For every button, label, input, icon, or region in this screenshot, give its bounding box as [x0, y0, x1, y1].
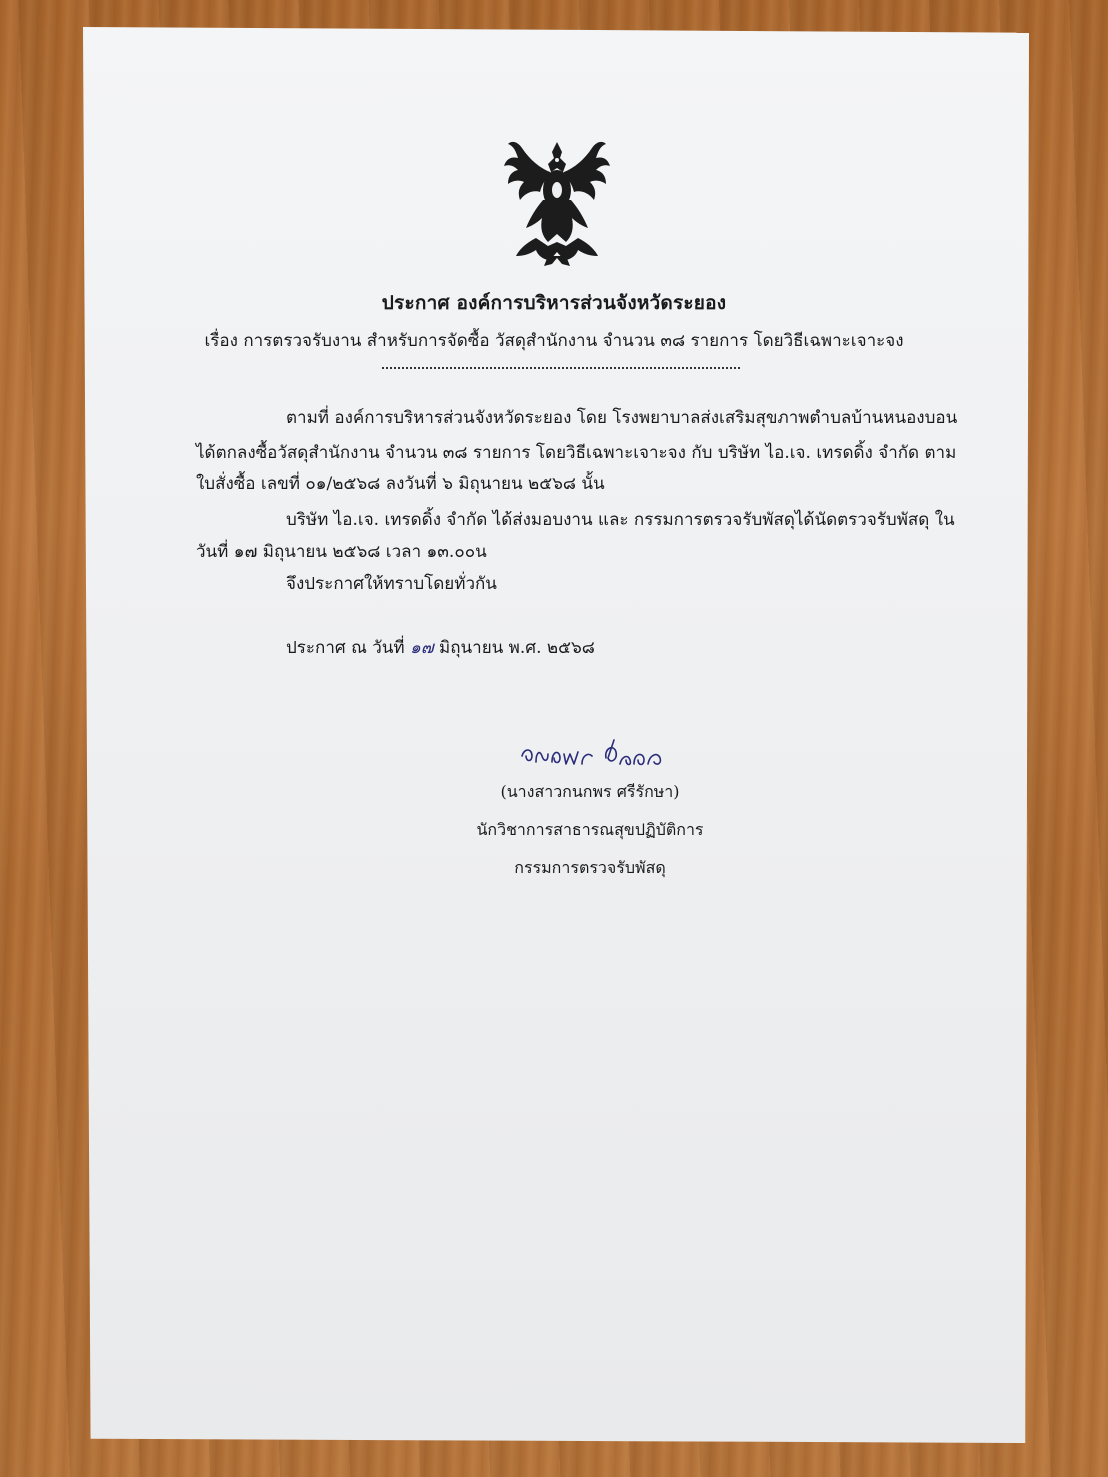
- body-paragraph-2-line-2: วันที่ ๑๗ มิถุนายน ๒๕๖๘ เวลา ๑๓.๐๐น: [196, 542, 487, 562]
- body-paragraph-3: จึงประกาศให้ทราบโดยทั่วกัน: [286, 574, 497, 594]
- announcement-subject: เรื่อง การตรวจรับงาน สำหรับการจัดซื้อ วัสดุสำนักงาน จำนวน ๓๘ รายการ โดยวิธีเฉพาะเจาะจง: [204, 331, 904, 351]
- signatory-role: กรรมการตรวจรับพัสดุ: [514, 858, 666, 877]
- signatory-name: (นางสาวกนกพร ศรีรักษา): [500, 782, 680, 801]
- body-paragraph-1-line-2: ได้ตกลงซื้อวัสดุสำนักงาน จำนวน ๓๘ รายการ โดยวิธีเฉพาะเจาะจง กับ บริษัท ไอ.เจ. เทรดดิ้ง จำกัด ตาม: [196, 443, 957, 463]
- body-paragraph-2-line-1: บริษัท ไอ.เจ. เทรดดิ้ง จำกัด ได้ส่งมอบงาน และ กรรมการตรวจรับพัสดุได้นัดตรวจรับพัสดุ ใน: [286, 510, 955, 530]
- announcement-date-suffix: มิถุนายน พ.ศ. ๒๕๖๘: [433, 638, 595, 658]
- handwritten-signature-icon: [518, 734, 668, 774]
- body-paragraph-1-line-1: ตามที่ องค์การบริหารส่วนจังหวัดระยอง โดย โรงพยาบาลส่งเสริมสุขภาพตำบลบ้านหนองบอน: [286, 408, 958, 428]
- announcement-date-day-handwritten: ๑๗: [410, 638, 434, 658]
- announcement-title: ประกาศ องค์การบริหารส่วนจังหวัดระยอง: [381, 292, 727, 314]
- announcement-date-prefix: ประกาศ ณ วันที่: [286, 638, 411, 658]
- announcement-date: [286, 634, 595, 661]
- body-paragraph-1-line-3: ใบสั่งซื้อ เลขที่ ๐๑/๒๕๖๘ ลงวันที่ ๖ มิถุนายน ๒๕๖๘ นั้น: [196, 474, 605, 494]
- signatory-position: นักวิชาการสาธารณสุขปฏิบัติการ: [476, 820, 704, 839]
- dotted-divider: [382, 367, 740, 369]
- garuda-emblem-icon: [500, 138, 614, 268]
